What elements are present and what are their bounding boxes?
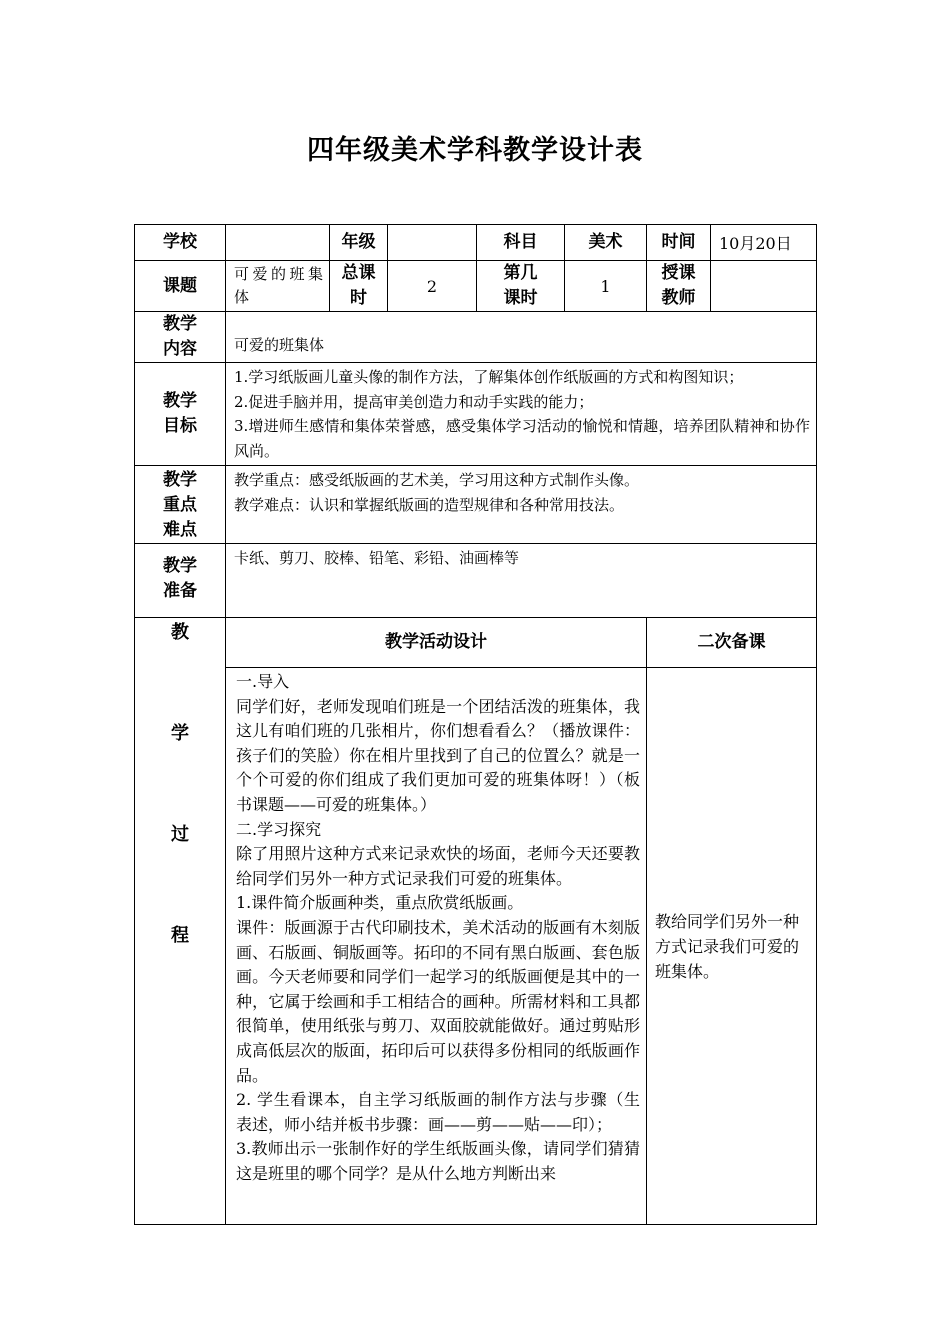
activity-paragraph: 二.学习探究 [236, 819, 322, 839]
content-value: 可爱的班集体 [226, 312, 817, 363]
key-point-item: 教学难点：认识和掌握纸版画的造型规律和各种常用技法。 [234, 495, 625, 514]
grade-value [388, 225, 477, 261]
activity-design-content [226, 668, 647, 1225]
key-point-item: 教学重点：感受纸版画的艺术美，学习用这种方式制作头像。 [234, 471, 640, 489]
goals-label: 教学目标 [135, 363, 226, 466]
row-process-body [135, 668, 817, 1225]
lesson-number-value: 1 [565, 261, 647, 312]
goal-item: 2.促进手脑并用，提高审美创造力和动手实践的能力； [234, 392, 594, 411]
teacher-value [711, 261, 817, 312]
topic-label: 课题 [135, 261, 226, 312]
lesson-number-label: 第几课时 [477, 261, 565, 312]
activity-paragraph: 3.教师出示一张制作好的学生纸版画头像，请同学们猜猜这是班里的哪个同学？是从什么地方判断出来 [236, 1139, 640, 1183]
process-char: 程 [171, 925, 189, 946]
process-char: 过 [171, 824, 189, 845]
page-title: 四年级美术学科教学设计表 [307, 135, 643, 166]
activity-design-header: 教学活动设计 [226, 618, 647, 668]
activity-paragraph: 除了用照片这种方式来记录欢快的场面，老师今天还要教给同学们另外一种方式记录我们可爱的班集体。 [236, 844, 640, 888]
key-points-list [226, 466, 817, 544]
content-label: 教学内容 [135, 312, 226, 363]
second-prep-header: 二次备课 [647, 618, 817, 668]
row-school [135, 225, 817, 261]
preparation-label: 教学准备 [135, 544, 226, 618]
key-points-label: 教学重点难点 [135, 466, 226, 544]
activity-paragraph: 1.课件简介版画种类，重点欣赏纸版画。 [236, 893, 524, 913]
process-char: 教 [171, 622, 189, 643]
grade-label: 年级 [330, 225, 388, 261]
activity-paragraph: 同学们好，老师发现咱们班是一个团结活泼的班集体，我这儿有咱们班的几张相片，你们想看看么？（播放课件：孩子们的笑脸）你在相片里找到了自己的位置么？就是一个个可爱的你们组成了我们更加可爱的班集体呀！）（板书课题——可爱的班集体。） [236, 696, 640, 814]
school-label: 学校 [135, 225, 226, 261]
total-hours-label: 总课时 [330, 261, 388, 312]
goal-item: 3.增进师生感情和集体荣誉感，感受集体学习活动的愉悦和情趣，培养团队精神和协作风尚。 [234, 417, 810, 460]
row-topic [135, 261, 817, 312]
topic-value: 可爱的班集体 [226, 261, 330, 312]
total-hours-value: 2 [388, 261, 477, 312]
teacher-label: 授课教师 [647, 261, 711, 312]
row-process-header [135, 618, 817, 668]
activity-paragraph: 课件：版画源于古代印刷技术，美术活动的版画有木刻版画、石版画、铜版画等。拓印的不同有黑白版画、套色版画。今天老师要和同学们一起学习的纸版画便是其中的一种，它属于绘画和手工相结合的画种。所需材料和工具都很简单，使用纸张与剪刀、双面胶就能做好。通过剪贴形成高低层次的版面，拓印后可以获得多份相同的纸版画作品。 [236, 917, 640, 1085]
activity-paragraph: 2. 学生看课本，自主学习纸版画的制作方法与步骤（生表述，师小结并板书步骤：画——剪——贴——印）； [236, 1090, 640, 1134]
time-value: 10月20日 [711, 225, 817, 261]
lesson-plan-table [134, 224, 817, 1225]
school-value [226, 225, 330, 261]
goals-list [226, 363, 817, 466]
row-content [135, 312, 817, 363]
subject-value: 美术 [565, 225, 647, 261]
goal-item: 1.学习纸版画儿童头像的制作方法，了解集体创作纸版画的方式和构图知识； [234, 368, 744, 386]
row-goals [135, 363, 817, 466]
preparation-value: 卡纸、剪刀、胶棒、铅笔、彩铅、油画棒等 [226, 544, 817, 618]
row-key-points [135, 466, 817, 544]
activity-paragraph: 一.导入 [236, 672, 290, 691]
process-label [135, 618, 226, 1225]
time-label: 时间 [647, 225, 711, 261]
subject-label: 科目 [477, 225, 565, 261]
row-preparation [135, 544, 817, 618]
process-char: 学 [171, 723, 189, 744]
second-prep-content: 教给同学们另外一种方式记录我们可爱的班集体。 [647, 668, 817, 1225]
